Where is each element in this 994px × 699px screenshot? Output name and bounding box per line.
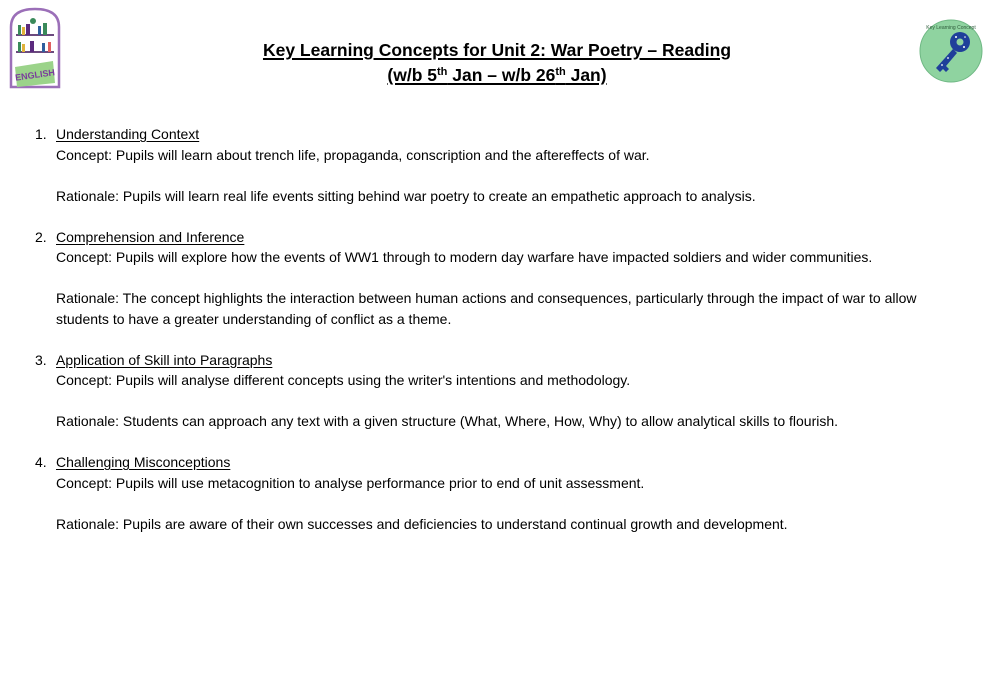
item-heading: Application of Skill into Paragraphs — [56, 351, 273, 368]
logo-key-learning-text: Key Learning Concept — [926, 25, 976, 31]
item-rationale: Rationale: The concept highlights the interaction between human actions and consequences, particularly through the impact of war to allow students to have a greater understanding of conflict as a theme. — [56, 290, 917, 327]
item-heading: Challenging Misconceptions — [56, 454, 231, 470]
concept-item-2 — [0, 227, 994, 330]
logo-english-text: ENGLISH — [14, 67, 56, 83]
item-concept: Concept: Pupils will explore how the events of WW1 through to modern day warfare have impacted soldiers and wider communities. — [56, 249, 873, 265]
concept-item-1 — [0, 124, 994, 206]
title-date-sup-1: th — [436, 66, 448, 78]
item-rationale: Rationale: Pupils are aware of their own successes and deficiencies to understand continual growth and development. — [56, 515, 788, 532]
title-date-end: Jan) — [565, 65, 607, 85]
item-number: 4. — [35, 454, 47, 470]
title-date-range — [387, 65, 606, 85]
item-concept: Concept: Pupils will learn about trench life, propaganda, conscription and the aftereffects of war. — [56, 146, 650, 163]
item-number: 2. — [35, 228, 47, 245]
item-concept: Concept: Pupils will use metacognition to analyse performance prior to end of unit assessment. — [56, 474, 645, 491]
item-rationale: Rationale: Students can approach any text with a given structure (What, Where, How, Why) to allow analytical skills to flourish. — [56, 413, 839, 429]
concept-item-3 — [0, 350, 994, 432]
item-rationale: Rationale: Pupils will learn real life events sitting behind war poetry to create an empathetic approach to analysis. — [56, 187, 756, 204]
title-date-sup-2: th — [555, 66, 566, 78]
concept-list — [0, 124, 994, 555]
item-number: 1. — [35, 126, 47, 142]
document-title — [0, 38, 994, 88]
title-main-text: Key Learning Concepts for Unit 2: War Poetry – Reading — [262, 40, 732, 60]
title-line-1 — [0, 38, 994, 63]
item-heading: Comprehension and Inference — [56, 228, 245, 245]
title-date-start: (w/b 5 — [387, 65, 437, 85]
item-concept: Concept: Pupils will analyse different concepts using the writer's intentions and methodology. — [56, 372, 631, 388]
concept-item-4 — [0, 452, 994, 534]
item-heading: Understanding Context — [56, 126, 200, 142]
title-line-2 — [0, 63, 994, 88]
item-number: 3. — [35, 351, 47, 368]
title-date-mid: Jan – w/b 26 — [447, 65, 556, 85]
